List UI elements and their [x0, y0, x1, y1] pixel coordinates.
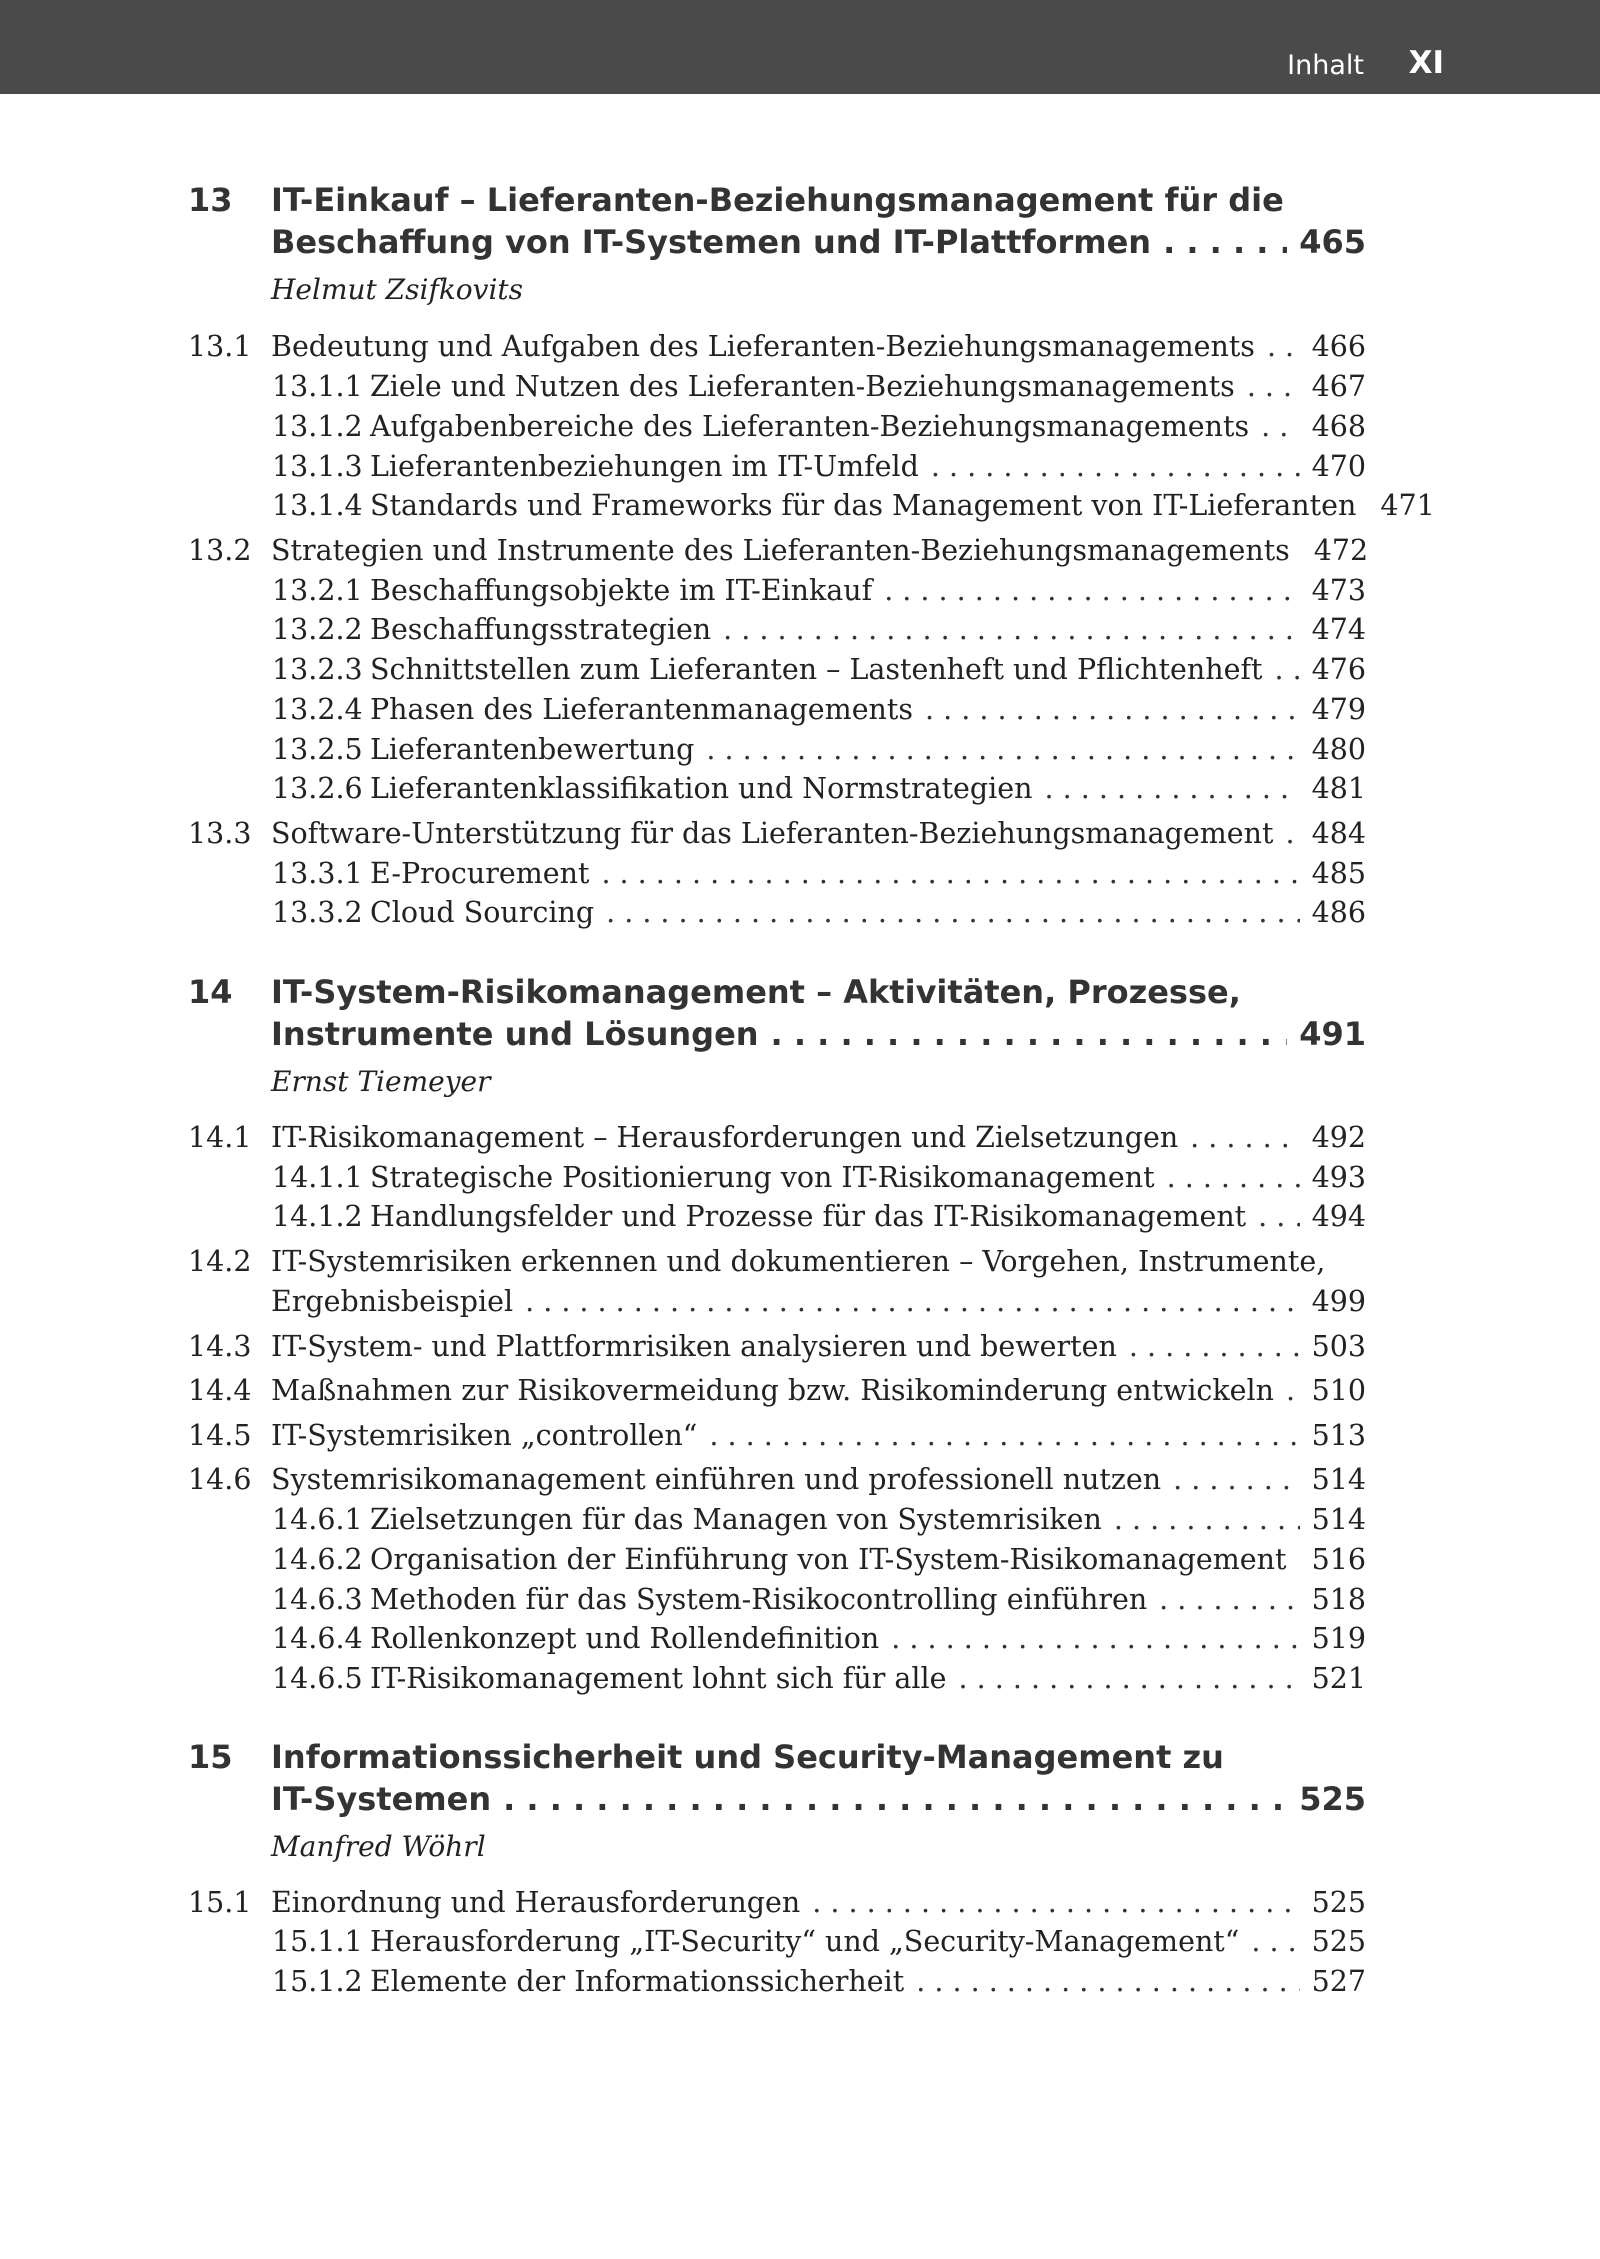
toc-entry[interactable]: 13.3 Software-Unterstützung für das Lieferanten-Beziehungsmanagement . . . 484: [188, 814, 1366, 854]
toc-subentry[interactable]: 14.6.1 Zielsetzungen für das Managen von Systemrisiken . . . 514: [272, 1500, 1366, 1540]
leader-dots: [503, 1777, 1287, 1821]
header-section-title: Inhalt: [1287, 50, 1364, 81]
chapter-page-number: 525: [1299, 1780, 1366, 1818]
chapter-title-line-1: IT-System-Risikomanagement – Aktivitäten, Prozesse,: [271, 973, 1241, 1011]
toc-subentry[interactable]: 13.1.4 Standards und Frameworks für das Management von IT-Lieferanten 471: [272, 489, 1435, 522]
toc-subentry[interactable]: 13.3.1 E-Procurement . . . 485: [272, 854, 1366, 894]
toc-subentry[interactable]: 13.2.5 Lieferantenbewertung . . . 480: [272, 730, 1366, 770]
chapter-title-line-2: Instrumente und Lösungen: [271, 1015, 759, 1053]
toc-subentry[interactable]: 13.2.6 Lieferantenklassifikation und Normstrategien . . . 481: [272, 769, 1366, 809]
toc-subentry[interactable]: 14.6.5 IT-Risikomanagement lohnt sich für alle . . . 521: [272, 1659, 1366, 1699]
chapter-number: 13: [188, 181, 233, 219]
chapter-page-number: 491: [1299, 1015, 1366, 1053]
toc-subentry[interactable]: 15.1.1 Herausforderung „IT-Security“ und „Security-Management“ . . . 525: [272, 1922, 1366, 1962]
chapter-title-line-1: IT-Einkauf – Lieferanten-Beziehungsmanagement für die: [271, 181, 1284, 219]
chapter-title-line-2: IT-Systemen: [271, 1780, 492, 1818]
chapter-heading-continued[interactable]: [188, 1012, 1366, 1056]
chapter-heading-continued[interactable]: [188, 1777, 1366, 1821]
toc-entry[interactable]: 14.1 IT-Risikomanagement – Herausforderungen und Zielsetzungen . . . 492: [188, 1118, 1366, 1158]
chapter-title-line-2: Beschaffung von IT-Systemen und IT-Plattformen: [271, 223, 1152, 261]
chapter-heading[interactable]: [188, 970, 1366, 1014]
chapter-author: Ernst Tiemeyer: [271, 1065, 491, 1098]
toc-entry[interactable]: 13.2 Strategien und Instrumente des Lieferanten-Beziehungsmanagements 472: [188, 534, 1369, 567]
toc-entry-first-line[interactable]: 14.2 IT-Systemrisiken erkennen und dokumentieren – Vorgehen, Instrumente,: [188, 1245, 1326, 1278]
chapter-page-number: 465: [1299, 223, 1366, 261]
chapter-heading[interactable]: [188, 1735, 1366, 1779]
leader-dots: [1163, 220, 1287, 264]
toc-entry[interactable]: 14.5 IT-Systemrisiken „controllen“ . . . 513: [188, 1416, 1366, 1456]
toc-subentry[interactable]: 13.3.2 Cloud Sourcing . . . 486: [272, 893, 1366, 933]
toc-entry[interactable]: 14.3 IT-System- und Plattformrisiken analysieren und bewerten . . . 503: [188, 1327, 1366, 1367]
toc-subentry[interactable]: 14.6.3 Methoden für das System-Risikocontrolling einführen . . . 518: [272, 1580, 1366, 1620]
chapter-heading[interactable]: [188, 178, 1366, 222]
chapter-author: Helmut Zsifkovits: [271, 273, 524, 306]
leader-dots: [771, 1012, 1288, 1056]
toc-subentry[interactable]: 13.2.1 Beschaffungsobjekte im IT-Einkauf . . . 473: [272, 571, 1366, 611]
toc-subentry[interactable]: 14.1.1 Strategische Positionierung von IT-Risikomanagement . . . 493: [272, 1158, 1366, 1198]
toc-subentry[interactable]: 13.2.4 Phasen des Lieferantenmanagements . . . 479: [272, 690, 1366, 730]
chapter-heading-continued[interactable]: [188, 220, 1366, 264]
header-page-number: XI: [1408, 45, 1444, 81]
chapter-title-line-1: Informationssicherheit und Security-Management zu: [271, 1738, 1224, 1776]
toc-subentry[interactable]: 13.2.2 Beschaffungsstrategien . . . 474: [272, 610, 1366, 650]
toc-subentry[interactable]: 14.6.2 Organisation der Einführung von IT-System-Risikomanagement . . . 516: [272, 1540, 1366, 1580]
toc-subentry[interactable]: 14.6.4 Rollenkonzept und Rollendefinition . . . 519: [272, 1619, 1366, 1659]
chapter-number: 14: [188, 973, 233, 1011]
toc-entry-continued[interactable]: Ergebnisbeispiel . . . 499: [188, 1282, 1366, 1322]
toc-subentry[interactable]: 13.1.1 Ziele und Nutzen des Lieferanten-Beziehungsmanagements . . . 467: [272, 367, 1366, 407]
toc-entry[interactable]: 13.1 Bedeutung und Aufgaben des Lieferanten-Beziehungsmanagements . . . 466: [188, 327, 1366, 367]
toc-entry[interactable]: 14.6 Systemrisikomanagement einführen und professionell nutzen . . . 514: [188, 1460, 1366, 1500]
toc-subentry[interactable]: 13.1.3 Lieferantenbeziehungen im IT-Umfeld . . . 470: [272, 447, 1366, 487]
toc-subentry[interactable]: 13.1.2 Aufgabenbereiche des Lieferanten-Beziehungsmanagements . . . 468: [272, 407, 1366, 447]
chapter-author: Manfred Wöhrl: [271, 1830, 486, 1863]
toc-subentry[interactable]: 15.1.2 Elemente der Informationssicherheit . . . 527: [272, 1962, 1366, 2002]
toc-subentry[interactable]: 13.2.3 Schnittstellen zum Lieferanten – Lastenheft und Pflichtenheft . . . 476: [272, 650, 1366, 690]
toc-entry[interactable]: 14.4 Maßnahmen zur Risikovermeidung bzw. Risikominderung entwickeln . . . 510: [188, 1371, 1366, 1411]
toc-entry[interactable]: 15.1 Einordnung und Herausforderungen . . . 525: [188, 1883, 1366, 1923]
chapter-number: 15: [188, 1738, 233, 1776]
running-header: [0, 0, 1600, 94]
toc-subentry[interactable]: 14.1.2 Handlungsfelder und Prozesse für das IT-Risikomanagement . . . 494: [272, 1197, 1366, 1237]
